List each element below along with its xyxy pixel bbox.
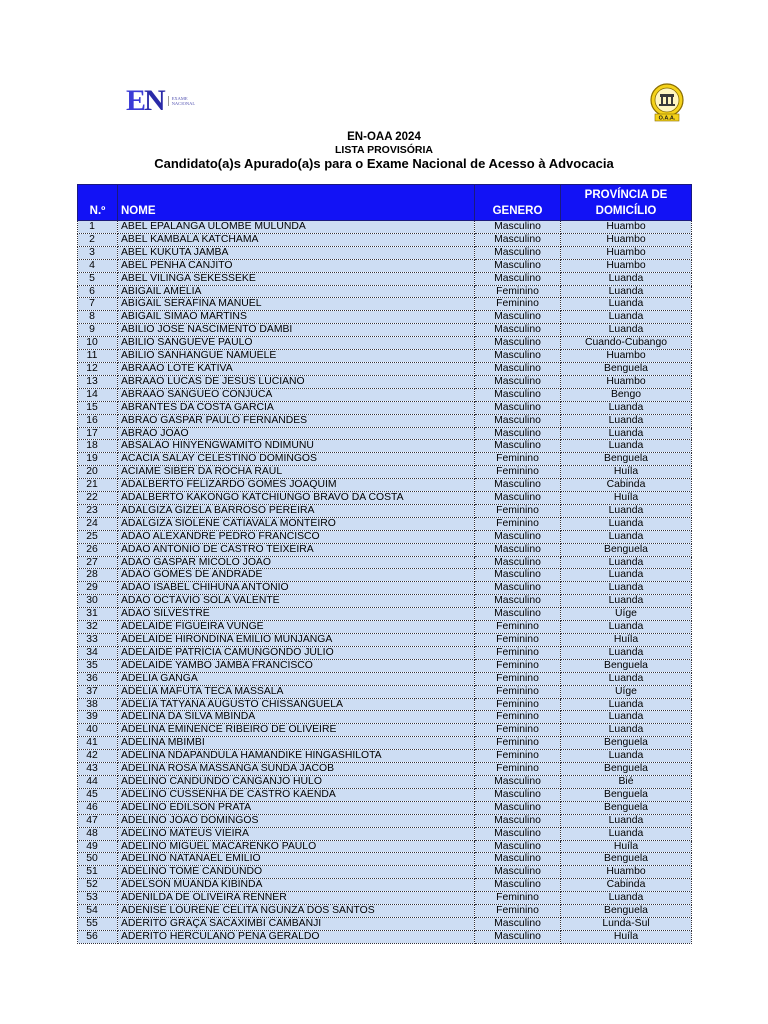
- table-row: [78, 362, 692, 375]
- row-province: Luanda: [561, 440, 692, 453]
- row-gender: Masculino: [475, 569, 561, 582]
- row-name: ADALBERTO KAKONGO KATCHIUNGO BRAVO DA COSTA: [118, 492, 475, 505]
- row-province: Luanda: [561, 517, 692, 530]
- row-province: Huíla: [561, 466, 692, 479]
- row-province: Huambo: [561, 246, 692, 259]
- row-name: ADELAIDE FIGUEIRA VUNGE: [118, 621, 475, 634]
- row-province: Luanda: [561, 556, 692, 569]
- table-row: [78, 582, 692, 595]
- table-row: [78, 259, 692, 272]
- oaa-seal-icon: [646, 82, 688, 122]
- row-province: Uíge: [561, 608, 692, 621]
- table-row: [78, 775, 692, 788]
- row-gender: Masculino: [475, 556, 561, 569]
- row-province: Luanda: [561, 724, 692, 737]
- row-name: ADÃO ANTÓNIO DE CASTRO TEIXEIRA: [118, 543, 475, 556]
- row-gender: Masculino: [475, 866, 561, 879]
- row-province: Luanda: [561, 750, 692, 763]
- row-gender: Feminino: [475, 466, 561, 479]
- row-gender: Feminino: [475, 298, 561, 311]
- table-row: [78, 646, 692, 659]
- row-number: 24: [78, 517, 118, 530]
- row-number: 37: [78, 685, 118, 698]
- row-province: Huambo: [561, 221, 692, 234]
- table-row: [78, 427, 692, 440]
- row-name: ADELAIDE PATRÍCIA CAMUNGONDO JÚLIO: [118, 646, 475, 659]
- table-row: [78, 298, 692, 311]
- row-number: 3: [78, 246, 118, 259]
- row-name: ADELINO EDILSON PRATA: [118, 801, 475, 814]
- row-name: ADALBERTO FELIZARDO GOMES JOAQUIM: [118, 479, 475, 492]
- row-province: Benguela: [561, 763, 692, 776]
- row-name: ABRÃO JOÃO: [118, 427, 475, 440]
- row-gender: Feminino: [475, 724, 561, 737]
- row-name: ABRÃO GASPAR PAULO FERNANDES: [118, 414, 475, 427]
- row-name: ADELINO CUSSENHA DE CASTRO KAENDA: [118, 788, 475, 801]
- table-row: [78, 724, 692, 737]
- row-number: 22: [78, 492, 118, 505]
- row-gender: Masculino: [475, 840, 561, 853]
- table-row: [78, 556, 692, 569]
- row-name: ABEL PENHA CANJITO: [118, 259, 475, 272]
- row-name: ADELINA NDAPANDULA HAMANDIKE HINGASHILOTA: [118, 750, 475, 763]
- row-province: Luanda: [561, 827, 692, 840]
- table-row: [78, 608, 692, 621]
- row-gender: Feminino: [475, 672, 561, 685]
- row-number: 21: [78, 479, 118, 492]
- row-name: ADENILDA DE OLIVEIRA RENNER: [118, 892, 475, 905]
- row-number: 9: [78, 324, 118, 337]
- row-number: 17: [78, 427, 118, 440]
- row-name: ABRAÃO LOTE KATIVA: [118, 362, 475, 375]
- seal-label: O.A.A.: [658, 115, 676, 122]
- row-name: ACIAME SIBER DA ROCHA RAÚL: [118, 466, 475, 479]
- row-province: Luanda: [561, 311, 692, 324]
- table-row: [78, 879, 692, 892]
- row-gender: Feminino: [475, 659, 561, 672]
- row-gender: Masculino: [475, 814, 561, 827]
- row-number: 18: [78, 440, 118, 453]
- row-name: ADELAIDE HIRONDINA EMÍLIO MUNJANGA: [118, 634, 475, 647]
- row-number: 48: [78, 827, 118, 840]
- table-row: [78, 750, 692, 763]
- row-name: ADELINO JOÃO DOMINGOS: [118, 814, 475, 827]
- row-gender: Feminino: [475, 285, 561, 298]
- row-number: 29: [78, 582, 118, 595]
- table-row: [78, 272, 692, 285]
- row-gender: Masculino: [475, 414, 561, 427]
- document-title: EN-OAA 2024: [347, 131, 421, 143]
- row-name: ADÃO GOMES DE ANDRADE: [118, 569, 475, 582]
- row-name: ADELINA EMINENCE RIBEIRO DE OLIVEIRE: [118, 724, 475, 737]
- row-gender: Masculino: [475, 427, 561, 440]
- row-province: Luanda: [561, 595, 692, 608]
- row-gender: Feminino: [475, 750, 561, 763]
- row-number: 4: [78, 259, 118, 272]
- row-number: 35: [78, 659, 118, 672]
- table-row: [78, 788, 692, 801]
- table-row: [78, 401, 692, 414]
- row-name: ADÃO OCTÁVIO SOLA VALENTE: [118, 595, 475, 608]
- table-row: [78, 453, 692, 466]
- table-row: [78, 504, 692, 517]
- row-province: Cabinda: [561, 479, 692, 492]
- table-row: [78, 388, 692, 401]
- row-name: ADÉRITO HERCULANO PENA GERALDO: [118, 930, 475, 943]
- row-province: Huambo: [561, 259, 692, 272]
- row-gender: Masculino: [475, 246, 561, 259]
- row-province: Luanda: [561, 711, 692, 724]
- table-row: [78, 311, 692, 324]
- table-row: [78, 763, 692, 776]
- row-province: Benguela: [561, 737, 692, 750]
- row-gender: Masculino: [475, 259, 561, 272]
- row-number: 31: [78, 608, 118, 621]
- row-province: Luanda: [561, 324, 692, 337]
- row-gender: Masculino: [475, 401, 561, 414]
- row-name: ADELINO NATANAEL EMÍLIO: [118, 853, 475, 866]
- row-number: 53: [78, 892, 118, 905]
- row-gender: Masculino: [475, 595, 561, 608]
- row-province: Luanda: [561, 814, 692, 827]
- row-name: ABSALÃO HINYENGWAMITO NDIMUNU: [118, 440, 475, 453]
- row-province: Huambo: [561, 866, 692, 879]
- row-gender: Masculino: [475, 233, 561, 246]
- row-number: 36: [78, 672, 118, 685]
- row-number: 42: [78, 750, 118, 763]
- row-name: ADÃO ISABEL CHIHUNA ANTÓNIO: [118, 582, 475, 595]
- table-row: [78, 917, 692, 930]
- row-number: 51: [78, 866, 118, 879]
- table-row: [78, 853, 692, 866]
- row-name: ABIGAIL SIMÃO MARTINS: [118, 311, 475, 324]
- row-number: 34: [78, 646, 118, 659]
- row-name: ABÍLIO SANHANGUE NAMUELE: [118, 350, 475, 363]
- row-number: 27: [78, 556, 118, 569]
- row-name: ABRAÃO SANGUEO CONJUCA: [118, 388, 475, 401]
- row-province: Luanda: [561, 698, 692, 711]
- table-row: [78, 221, 692, 234]
- candidates-table: [77, 184, 692, 944]
- row-gender: Feminino: [475, 634, 561, 647]
- row-number: 1: [78, 221, 118, 234]
- table-row: [78, 866, 692, 879]
- row-province: Huíla: [561, 492, 692, 505]
- row-province: Luanda: [561, 401, 692, 414]
- row-province: Benguela: [561, 543, 692, 556]
- row-gender: Masculino: [475, 775, 561, 788]
- document-subtitle: LISTA PROVISÓRIA: [334, 144, 433, 156]
- row-gender: Feminino: [475, 737, 561, 750]
- row-gender: Feminino: [475, 621, 561, 634]
- row-gender: Masculino: [475, 917, 561, 930]
- table-row: [78, 737, 692, 750]
- row-province: Luanda: [561, 892, 692, 905]
- row-gender: Feminino: [475, 504, 561, 517]
- table-row: [78, 801, 692, 814]
- row-province: Huíla: [561, 634, 692, 647]
- column-header-gender: GENERO: [475, 185, 561, 221]
- row-number: 26: [78, 543, 118, 556]
- row-number: 52: [78, 879, 118, 892]
- column-header-name: NOME: [118, 185, 475, 221]
- row-name: ABEL VILINGA SEKESSEKE: [118, 272, 475, 285]
- row-gender: Masculino: [475, 337, 561, 350]
- row-province: Huambo: [561, 233, 692, 246]
- row-number: 47: [78, 814, 118, 827]
- row-number: 49: [78, 840, 118, 853]
- row-number: 28: [78, 569, 118, 582]
- row-number: 14: [78, 388, 118, 401]
- row-province: Bié: [561, 775, 692, 788]
- row-name: ADÃO GASPAR MICOLO JOÃO: [118, 556, 475, 569]
- table-row: [78, 892, 692, 905]
- table-row: [78, 350, 692, 363]
- row-number: 40: [78, 724, 118, 737]
- row-number: 10: [78, 337, 118, 350]
- row-name: ABIGAIL AMÉLIA: [118, 285, 475, 298]
- row-number: 5: [78, 272, 118, 285]
- table-row: [78, 595, 692, 608]
- row-number: 7: [78, 298, 118, 311]
- table-body: [78, 221, 692, 944]
- row-name: ADÃO SILVESTRE: [118, 608, 475, 621]
- row-number: 30: [78, 595, 118, 608]
- table-row: [78, 672, 692, 685]
- table-row: [78, 246, 692, 259]
- row-province: Luanda: [561, 414, 692, 427]
- row-province: Luanda: [561, 646, 692, 659]
- row-name: ABRAÃO LUCAS DE JESUS LUCIANO: [118, 375, 475, 388]
- table-row: [78, 930, 692, 943]
- table-row: [78, 840, 692, 853]
- row-gender: Feminino: [475, 711, 561, 724]
- row-gender: Masculino: [475, 543, 561, 556]
- row-name: ABIGAIL SERAFINA MANUEL: [118, 298, 475, 311]
- row-gender: Masculino: [475, 272, 561, 285]
- document-heading: Candidato(a)s Apurado(a)s para o Exame Nacional de Acesso à Advocacia: [154, 156, 614, 171]
- row-name: ADELAIDE YAMBO JAMBA FRANCISCO: [118, 659, 475, 672]
- row-gender: Masculino: [475, 853, 561, 866]
- row-number: 11: [78, 350, 118, 363]
- row-name: ADELINO MATEUS VIEIRA: [118, 827, 475, 840]
- row-gender: Masculino: [475, 827, 561, 840]
- row-province: Benguela: [561, 453, 692, 466]
- row-number: 8: [78, 311, 118, 324]
- row-province: Benguela: [561, 801, 692, 814]
- row-gender: Masculino: [475, 324, 561, 337]
- row-name: ABÍLIO JOSÉ NASCIMENTO DAMBI: [118, 324, 475, 337]
- row-number: 15: [78, 401, 118, 414]
- table-row: [78, 905, 692, 918]
- row-province: Huíla: [561, 840, 692, 853]
- row-province: Luanda: [561, 569, 692, 582]
- table-row: [78, 711, 692, 724]
- row-province: Huíla: [561, 930, 692, 943]
- row-province: Luanda: [561, 530, 692, 543]
- row-province: Cabinda: [561, 879, 692, 892]
- row-province: Benguela: [561, 788, 692, 801]
- row-number: 44: [78, 775, 118, 788]
- row-province: Cuando-Cubango: [561, 337, 692, 350]
- row-gender: Feminino: [475, 892, 561, 905]
- table-row: [78, 324, 692, 337]
- row-number: 2: [78, 233, 118, 246]
- row-gender: Masculino: [475, 479, 561, 492]
- table-row: [78, 375, 692, 388]
- row-number: 33: [78, 634, 118, 647]
- table-row: [78, 233, 692, 246]
- row-province: Huambo: [561, 375, 692, 388]
- row-number: 55: [78, 917, 118, 930]
- row-province: Bengo: [561, 388, 692, 401]
- row-number: 6: [78, 285, 118, 298]
- row-number: 41: [78, 737, 118, 750]
- table-row: [78, 685, 692, 698]
- row-number: 13: [78, 375, 118, 388]
- column-header-province: PROVÍNCIA DE DOMICÍLIO: [561, 185, 692, 221]
- row-province: Lunda-Sul: [561, 917, 692, 930]
- en-logo: [126, 84, 201, 118]
- row-province: Luanda: [561, 504, 692, 517]
- row-name: ADALGIZA SIOLENE CATIAVALA MONTEIRO: [118, 517, 475, 530]
- row-name: ABEL KAMBALA KATCHAMA: [118, 233, 475, 246]
- row-province: Luanda: [561, 621, 692, 634]
- row-province: Luanda: [561, 272, 692, 285]
- row-number: 23: [78, 504, 118, 517]
- row-number: 32: [78, 621, 118, 634]
- row-province: Benguela: [561, 362, 692, 375]
- row-name: ADELSON MUANDA KIBINDA: [118, 879, 475, 892]
- row-gender: Feminino: [475, 698, 561, 711]
- row-number: 38: [78, 698, 118, 711]
- row-number: 20: [78, 466, 118, 479]
- table-header-row: [78, 185, 692, 221]
- row-gender: Masculino: [475, 608, 561, 621]
- row-gender: Feminino: [475, 685, 561, 698]
- row-number: 19: [78, 453, 118, 466]
- row-gender: Masculino: [475, 375, 561, 388]
- row-name: ADELINA ROSA MASSANGA SUNDA JACOB: [118, 763, 475, 776]
- row-name: ACÁCIA SALAY CELESTINO DOMINGOS: [118, 453, 475, 466]
- row-name: ADELINO CANDUNDO CANGANJO HULO: [118, 775, 475, 788]
- row-name: ADALGIZA GIZELA BARROSO PEREIRA: [118, 504, 475, 517]
- row-name: ADELINA MBIMBI: [118, 737, 475, 750]
- row-name: ADELINO TOMÉ CANDUNDO: [118, 866, 475, 879]
- row-number: 54: [78, 905, 118, 918]
- column-header-number: N.º: [78, 185, 118, 221]
- row-gender: Masculino: [475, 311, 561, 324]
- row-gender: Masculino: [475, 492, 561, 505]
- table-row: [78, 337, 692, 350]
- row-number: 12: [78, 362, 118, 375]
- row-gender: Masculino: [475, 930, 561, 943]
- table-row: [78, 634, 692, 647]
- row-name: ADÉLIA TATYANA AUGUSTO CHISSANGUELA: [118, 698, 475, 711]
- row-gender: Masculino: [475, 879, 561, 892]
- row-gender: Masculino: [475, 221, 561, 234]
- row-gender: Masculino: [475, 582, 561, 595]
- row-gender: Feminino: [475, 517, 561, 530]
- en-logo-text: EXAME NACIONAL: [168, 96, 196, 106]
- row-number: 50: [78, 853, 118, 866]
- row-name: ABÍLIO SANGUEVE PAULO: [118, 337, 475, 350]
- table-row: [78, 659, 692, 672]
- en-logo-mark: EN: [126, 84, 164, 117]
- row-name: ABRANTES DA COSTA GARCIA: [118, 401, 475, 414]
- row-province: Benguela: [561, 905, 692, 918]
- row-province: Benguela: [561, 853, 692, 866]
- row-name: ADELINA DA SILVA MBINDA: [118, 711, 475, 724]
- row-name: ADÉLIA GANGA: [118, 672, 475, 685]
- table-row: [78, 530, 692, 543]
- row-province: Benguela: [561, 659, 692, 672]
- row-name: ABEL KUKUTA JAMBA: [118, 246, 475, 259]
- row-name: ADENISE LOURENE CELITA NGUNZA DOS SANTOS: [118, 905, 475, 918]
- row-number: 43: [78, 763, 118, 776]
- table-row: [78, 285, 692, 298]
- table-row: [78, 543, 692, 556]
- table-row: [78, 414, 692, 427]
- row-number: 39: [78, 711, 118, 724]
- row-number: 56: [78, 930, 118, 943]
- document-titles: [76, 130, 692, 172]
- table-row: [78, 517, 692, 530]
- row-gender: Feminino: [475, 763, 561, 776]
- table-row: [78, 466, 692, 479]
- row-province: Luanda: [561, 672, 692, 685]
- table-row: [78, 827, 692, 840]
- row-name: ADÃO ALEXANDRE PEDRO FRANCISCO: [118, 530, 475, 543]
- table-row: [78, 479, 692, 492]
- row-gender: Feminino: [475, 905, 561, 918]
- table-row: [78, 814, 692, 827]
- row-number: 45: [78, 788, 118, 801]
- table-row: [78, 621, 692, 634]
- row-gender: Masculino: [475, 788, 561, 801]
- row-number: 46: [78, 801, 118, 814]
- table-row: [78, 698, 692, 711]
- table-row: [78, 492, 692, 505]
- row-gender: Masculino: [475, 350, 561, 363]
- row-name: ADELINO MIGUEL MACARENKO PAULO: [118, 840, 475, 853]
- row-province: Luanda: [561, 427, 692, 440]
- table-row: [78, 569, 692, 582]
- row-number: 25: [78, 530, 118, 543]
- row-province: Huambo: [561, 350, 692, 363]
- row-name: ADÉLIA MAFUTA TECA MASSALA: [118, 685, 475, 698]
- row-name: ADÉRITO GRAÇA SACAXIMBI CAMBANJI: [118, 917, 475, 930]
- row-gender: Masculino: [475, 440, 561, 453]
- row-gender: Feminino: [475, 646, 561, 659]
- row-number: 16: [78, 414, 118, 427]
- table-row: [78, 440, 692, 453]
- row-gender: Masculino: [475, 388, 561, 401]
- row-province: Luanda: [561, 285, 692, 298]
- row-gender: Masculino: [475, 801, 561, 814]
- row-province: Uíge: [561, 685, 692, 698]
- row-province: Luanda: [561, 298, 692, 311]
- row-gender: Masculino: [475, 362, 561, 375]
- row-gender: Feminino: [475, 453, 561, 466]
- row-province: Luanda: [561, 582, 692, 595]
- row-name: ABEL EPALANGA ULOMBE MULUNDA: [118, 221, 475, 234]
- row-gender: Masculino: [475, 530, 561, 543]
